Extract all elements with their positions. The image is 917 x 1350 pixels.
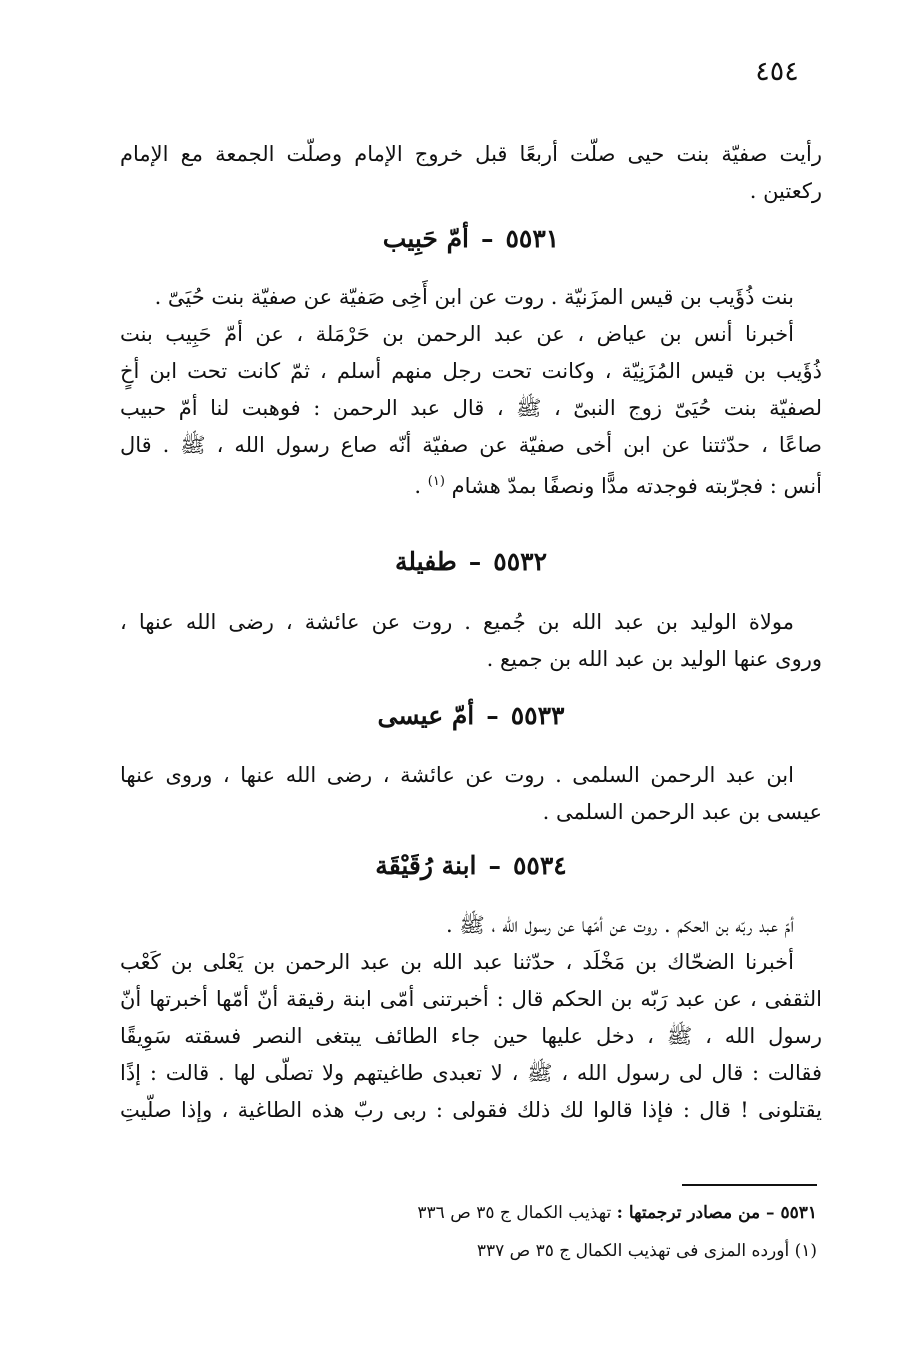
text-line: بنت ذُؤَيب بن قيس المزَنيّة . روت عن ابن أَخِى صَفيّة عن صفيّة بنت حُيَىّ .: [154, 285, 794, 309]
entry-heading: [120, 697, 822, 735]
entry-name: ابنة رُقَيْقَة: [375, 851, 477, 880]
entry-number: ٥٥٣١: [505, 224, 560, 253]
intro-paragraph: [120, 137, 822, 211]
footnote-1: (١) أورده المزى فى تهذيب الكمال ج ٣٥ ص ٣٣٧: [476, 1241, 817, 1261]
text-line: رسول الله ، ﷺ ، دخل عليها حين جاء الطائف يبتغى النصر فسقته سَوِيقًا: [120, 1024, 822, 1048]
text-line: لصفيّة بنت حُيَىّ زوج النبىّ ، ﷺ ، قال عبد الرحمن : فوهبت لنا أمّ حبيب: [120, 396, 822, 420]
text-line: وروى عنها الوليد بن عبد الله بن جميع .: [486, 647, 822, 671]
entry-name: أمّ عيسى: [377, 701, 475, 730]
text-line: أخبرنا أنس بن عياض ، عن عبد الرحمن بن حَرْمَلة ، عن أمّ حَبِيب بنت: [120, 322, 794, 346]
text-line: [120, 465, 822, 502]
footnote-source-text: تهذيب الكمال ج ٣٥ ص ٣٣٦: [417, 1203, 612, 1223]
entry-body: [120, 280, 822, 502]
entry-body: [120, 908, 822, 1130]
page-number: ٤٥٤: [755, 56, 799, 87]
text-line: ركعتين .: [749, 179, 822, 203]
entry-number: ٥٥٣٣: [510, 701, 565, 730]
text-line: صاعًا ، حدّثتنا عن ابن أخى صفيّة عن صفيّة أنّه صاع رسول الله ، ﷺ . قال: [120, 433, 822, 457]
entry-dash: –: [486, 701, 499, 730]
text-line: فقالت : قال لى رسول الله ، ﷺ ، لا تعبدى طاغيتهم ولا تصلّى لها . قالت : إذًا: [120, 1061, 822, 1085]
entry-heading: [120, 847, 822, 885]
text-line: الثقفى ، عن عبد رَبّه بن الحكم قال : أخبرتنى أمّى ابنة رقيقة أنّ أمّها أخبرتها أنّ: [120, 987, 822, 1011]
entry-dash: –: [488, 851, 501, 880]
text-line: رأيت صفيّة بنت حيى صلّت أربعًا قبل خروج الإمام وصلّت الجمعة مع الإمام: [120, 142, 822, 166]
entry-name: طفيلة: [395, 547, 457, 576]
footnote-sources: [417, 1200, 817, 1226]
text-line: ابن عبد الرحمن السلمى . روت عن عائشة ، رضى الله عنها ، وروى عنها: [120, 763, 794, 787]
text-line: أخبرنا الضحّاك بن مَخْلَد ، حدّثنا عبد الله بن عبد الرحمن بن يَعْلى بن كَعْب: [120, 950, 794, 974]
text-line: عيسى بن عبد الرحمن السلمى .: [542, 800, 822, 824]
entry-body: [120, 758, 822, 832]
text-line-content: أنس : فجرّبته فوجدته مدًّا ونصفًا بمدّ هشام: [451, 474, 822, 498]
entry-dash: –: [468, 547, 482, 576]
text-line: ذُؤَيب بن قيس المُزَنِيّة ، وكانت تحت رجل منهم أسلم ، ثمّ كانت تحت ابن أخٍ: [120, 359, 822, 383]
entry-dash: –: [481, 224, 494, 253]
end-mark: .: [414, 474, 422, 498]
text-line: يقتلونى ! قال : فإذا قالوا لك ذلك فقولى : ربى ربّ هذه الطاغية ، وإذا صلّيتِ: [120, 1098, 822, 1122]
entry-body: [120, 605, 822, 679]
entry-number: ٥٥٣٤: [512, 851, 567, 880]
footnote-divider: [682, 1184, 817, 1186]
entry-heading: [120, 543, 822, 581]
text-line: أمّ عبد ربّه بن الحكم . روت عن أمّها عن رسول الله ، ﷺ .: [446, 913, 794, 937]
entry-name: أمّ حَبِيب: [382, 224, 469, 253]
entry-number: ٥٥٣٢: [493, 547, 547, 576]
entry-heading: [120, 220, 822, 258]
text-line: مولاة الوليد بن عبد الله بن جُميع . روت عن عائشة ، رضى الله عنها ،: [120, 610, 794, 634]
footnote-source-label: ٥٥٣١ – من مصادر ترجمتها :: [616, 1203, 817, 1223]
footnote-reference: (١): [427, 474, 445, 489]
